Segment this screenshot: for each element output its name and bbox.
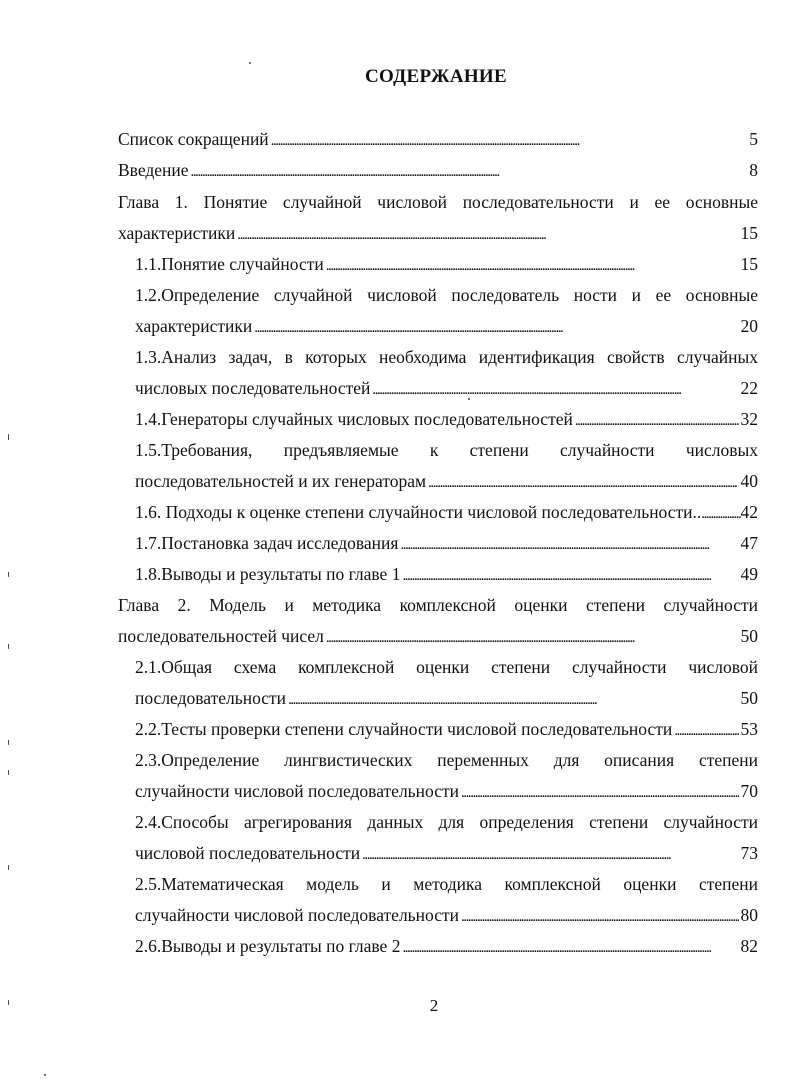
toc-leader: [402, 562, 738, 588]
toc-page-number: 53: [740, 719, 758, 739]
toc-entry-text: 1.7.Постановка задач исследования: [135, 533, 399, 553]
toc-page-number: 70: [740, 781, 758, 801]
scan-speck: [8, 770, 9, 775]
toc-leader: [237, 221, 738, 247]
toc-leader: [191, 158, 748, 184]
toc-entry-text: характеристики: [135, 316, 253, 336]
toc-entry: [118, 624, 758, 648]
toc-entry-line1: Глава 1. Понятие случайной числовой последовательности и ее основные: [118, 192, 758, 212]
toc-entry-text: случайности числовой последовательности: [135, 781, 459, 801]
toc-entry-text: числовых последовательностей: [135, 378, 371, 398]
toc-page-number: 8: [749, 160, 758, 180]
toc-entry-line1: 1.2.Определение случайной числовой последователь ности и ее основные: [135, 285, 758, 305]
toc-entry: [135, 686, 758, 710]
scan-speck: [8, 865, 9, 870]
toc-entry: [135, 252, 758, 276]
toc-entry: [135, 779, 758, 803]
toc-leader: [326, 252, 739, 278]
toc-entry: [135, 717, 758, 741]
toc-leader: [402, 934, 738, 960]
toc-page-number: 40: [740, 471, 758, 491]
toc-page-number: 5: [749, 129, 758, 149]
toc-entry-line1: 2.3.Определение лингвистических переменных для описания степени: [135, 750, 758, 770]
scan-speck: [8, 1000, 9, 1005]
toc-leader: [372, 376, 738, 402]
toc-page-number: 20: [740, 316, 758, 336]
toc-leader: [288, 686, 738, 712]
toc-entry-text: последовательностей и их генераторам: [135, 471, 427, 491]
toc-leader: [461, 903, 739, 929]
toc-entry-text: последовательности: [135, 688, 287, 708]
toc-entry-text: числовой последовательности: [135, 843, 361, 863]
toc-page-number: 80: [740, 905, 758, 925]
toc-entry: [135, 934, 758, 958]
toc-entry: [135, 500, 758, 524]
toc-page-number: 15: [740, 223, 758, 243]
scan-speck: [468, 398, 470, 400]
toc-leader: [254, 314, 738, 340]
toc-leader: [701, 500, 740, 526]
scan-speck: [44, 1074, 46, 1076]
toc-leader: [674, 717, 738, 743]
toc-entry: [135, 376, 758, 400]
toc-entry-text: 2.6.Выводы и результаты по главе 2: [135, 936, 401, 956]
toc-page-number: 32: [740, 409, 758, 429]
toc-entry-line1: 2.4.Способы агрегирования данных для определения степени случайности: [135, 812, 758, 832]
toc-page-number: 50: [740, 626, 758, 646]
toc-entry-text: 2.2.Тесты проверки степени случайности числовой последовательности: [135, 719, 673, 739]
toc-leader: [428, 469, 738, 495]
toc-entry-line1: 2.5.Математическая модель и методика комплексной оценки степени: [135, 874, 758, 894]
scan-speck: [8, 644, 9, 649]
toc-entry: [118, 158, 758, 182]
toc-entry-text: 1.8.Выводы и результаты по главе 1: [135, 564, 401, 584]
toc-entry: [135, 407, 758, 431]
toc-entry: [135, 469, 758, 493]
toc-page-number: 15: [740, 254, 758, 274]
toc-entry-text: Список сокращений: [118, 129, 269, 149]
toc-entry: [135, 903, 758, 927]
toc-page-number: 49: [740, 564, 758, 584]
toc-page-number: 22: [740, 378, 758, 398]
page-number: 2: [429, 996, 439, 1015]
toc-entry-text: последовательностей чисел: [118, 626, 324, 646]
toc-entry-text: 1.1.Понятие случайности: [135, 254, 324, 274]
toc-page-number: 73: [740, 843, 758, 863]
toc-leader: [271, 127, 748, 153]
toc-entry-text: 1.4.Генераторы случайных числовых последовательностей: [135, 409, 573, 429]
toc-entry-line1: Глава 2. Модель и методика комплексной оценки степени случайности: [118, 595, 758, 615]
toc-page-number: 42: [740, 502, 758, 522]
toc-page-number: 47: [740, 533, 758, 553]
page-title: СОДЕРЖАНИЕ: [365, 66, 507, 87]
toc-entry-text: характеристики: [118, 223, 236, 243]
toc-leader: [362, 841, 738, 867]
scan-speck: [8, 740, 9, 745]
scan-speck: [249, 62, 251, 64]
toc-page-number: 50: [740, 688, 758, 708]
toc-entry: [118, 221, 758, 245]
toc-entry: [135, 841, 758, 865]
toc-entry-text: 1.6. Подходы к оценке степени случайности числовой последовательности..: [135, 502, 702, 522]
toc-entry: [135, 531, 758, 555]
toc-entry: [135, 314, 758, 338]
scan-speck: [8, 572, 9, 577]
toc-entry-text: случайности числовой последовательности: [135, 905, 459, 925]
toc-entry: [135, 562, 758, 586]
toc-entry: [118, 127, 758, 151]
toc-entry-line1: 2.1.Общая схема комплексной оценки степени случайности числовой: [135, 657, 758, 677]
toc-entry-text: Введение: [118, 160, 189, 180]
toc-leader: [400, 531, 738, 557]
toc-entry-line1: 1.5.Требования, предъявляемые к степени случайности числовых: [135, 440, 758, 460]
toc-entry-line1: 1.3.Анализ задач, в которых необходима идентификация свойств случайных: [135, 347, 758, 367]
toc-leader: [326, 624, 739, 650]
toc-leader: [461, 779, 739, 805]
toc-leader: [575, 407, 739, 433]
toc-page-number: 82: [740, 936, 758, 956]
scan-speck: [8, 434, 9, 440]
